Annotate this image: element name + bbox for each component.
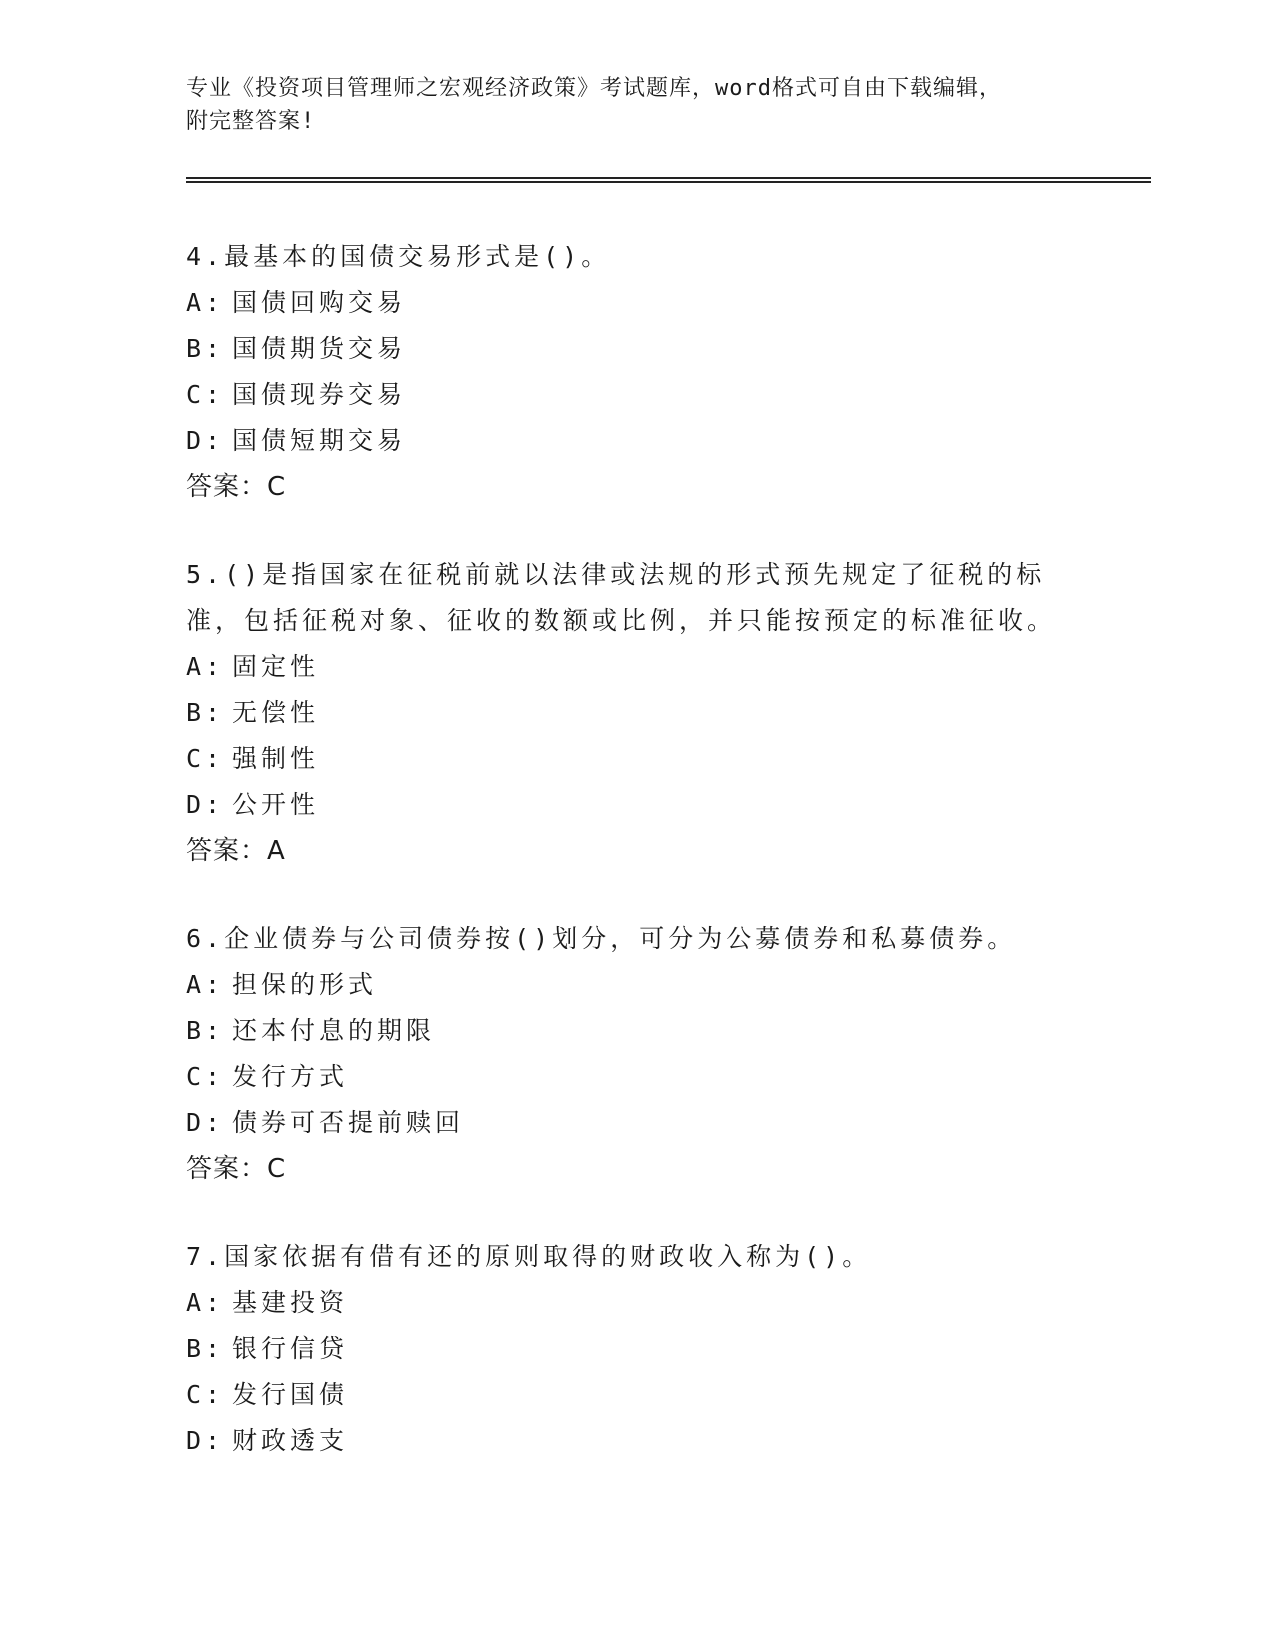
option-a — [186, 1280, 1086, 1326]
option-letter: A: — [186, 288, 225, 317]
option-letter: A: — [186, 1288, 225, 1317]
question-stem: 5.()是指国家在征税前就以法律或法规的形式预先规定了征税的标准，包括征税对象、征收的数额或比例，并只能按预定的标准征收。 — [186, 560, 1057, 635]
option-letter: C: — [186, 380, 225, 409]
option-letter: D: — [186, 426, 225, 455]
answer-line: 答案：A — [186, 836, 286, 866]
question-5 — [186, 552, 1086, 874]
option-d — [186, 418, 1086, 464]
option-text: 财政透支 — [232, 1426, 349, 1455]
option-letter: D: — [186, 1108, 225, 1137]
option-letter: B: — [186, 698, 225, 727]
option-text: 国债短期交易 — [232, 426, 407, 455]
option-a — [186, 962, 1086, 1008]
option-c — [186, 372, 1086, 418]
option-letter: C: — [186, 744, 225, 773]
option-c — [186, 1054, 1086, 1100]
option-text: 基建投资 — [232, 1288, 349, 1317]
question-4 — [186, 234, 1086, 510]
option-letter: B: — [186, 1334, 225, 1363]
option-text: 固定性 — [232, 652, 320, 681]
option-letter: B: — [186, 1016, 225, 1045]
option-letter: A: — [186, 652, 225, 681]
option-text: 银行信贷 — [232, 1334, 349, 1363]
header-line-1: 专业《投资项目管理师之宏观经济政策》考试题库，word格式可自由下载编辑， — [186, 76, 1002, 101]
option-b — [186, 690, 1086, 736]
option-b — [186, 1008, 1086, 1054]
option-d — [186, 1100, 1086, 1146]
question-stem: 7.国家依据有借有还的原则取得的财政收入称为()。 — [186, 1242, 872, 1271]
option-text: 无偿性 — [232, 698, 320, 727]
question-7 — [186, 1234, 1086, 1464]
answer-line: 答案：C — [186, 1154, 287, 1184]
option-b — [186, 1326, 1086, 1372]
option-text: 强制性 — [232, 744, 320, 773]
question-stem: 4.最基本的国债交易形式是()。 — [186, 242, 611, 271]
option-text: 发行方式 — [232, 1062, 349, 1091]
header-divider — [186, 177, 1151, 183]
option-letter: A: — [186, 970, 225, 999]
option-letter: D: — [186, 1426, 225, 1455]
answer-line: 答案：C — [186, 472, 287, 502]
option-d — [186, 1418, 1086, 1464]
option-letter: C: — [186, 1380, 225, 1409]
option-text: 还本付息的期限 — [232, 1016, 436, 1045]
option-a — [186, 644, 1086, 690]
option-d — [186, 782, 1086, 828]
option-text: 国债期货交易 — [232, 334, 407, 363]
option-c — [186, 736, 1086, 782]
header-line-2: 附完整答案! — [186, 109, 316, 134]
option-text: 国债回购交易 — [232, 288, 407, 317]
option-text: 国债现券交易 — [232, 380, 407, 409]
question-6 — [186, 916, 1086, 1192]
question-list — [186, 234, 1086, 1506]
option-letter: B: — [186, 334, 225, 363]
option-text: 债券可否提前赎回 — [232, 1108, 465, 1137]
option-c — [186, 1372, 1086, 1418]
option-letter: D: — [186, 790, 225, 819]
option-text: 公开性 — [232, 790, 320, 819]
document-header — [186, 72, 1086, 138]
question-stem: 6.企业债券与公司债券按()划分，可分为公募债券和私募债券。 — [186, 924, 1017, 953]
option-text: 发行国债 — [232, 1380, 349, 1409]
option-b — [186, 326, 1086, 372]
option-letter: C: — [186, 1062, 225, 1091]
option-text: 担保的形式 — [232, 970, 378, 999]
option-a — [186, 280, 1086, 326]
